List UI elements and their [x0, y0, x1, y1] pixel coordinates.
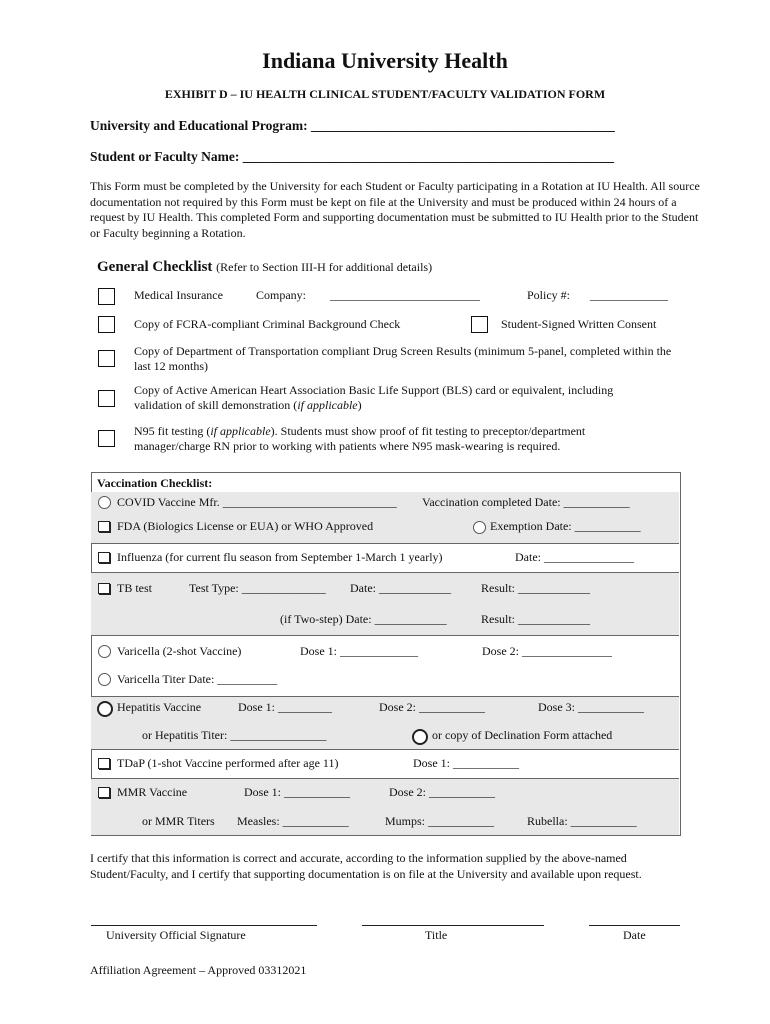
- footer-note: Affiliation Agreement – Approved 03312021: [90, 963, 307, 977]
- varicella-dose-1[interactable]: Dose 1: _____________: [300, 644, 418, 658]
- measles-titer[interactable]: Measles: ___________: [237, 814, 349, 828]
- official-signature-line[interactable]: [91, 925, 317, 926]
- bls-italic: if applicable: [297, 398, 358, 412]
- influenza-date[interactable]: Date: _______________: [515, 550, 634, 564]
- tdap-checkbox[interactable]: [98, 758, 110, 769]
- program-field[interactable]: [90, 118, 615, 134]
- fda-label: FDA (Biologics License or EUA) or WHO Approved: [117, 519, 374, 533]
- rubella-titer[interactable]: Rubella: ___________: [527, 814, 637, 828]
- bls-label: [134, 383, 654, 413]
- bls-end: ): [357, 398, 362, 412]
- tb-result[interactable]: Result: ____________: [481, 581, 591, 595]
- hepatitis-radio[interactable]: [97, 701, 113, 717]
- intro-paragraph: This Form must be completed by the University for each Student or Faculty participating in a Rotation at IU Health. All source documentation not required by this Form must be kept on file at the University and must be produced within 24 hours of a request by IU Health. This completed Form and supporting documentation must be submitted to IU Health prior to the Student or Faculty beginning a Rotation.: [90, 179, 700, 240]
- name-field[interactable]: [90, 149, 614, 165]
- date-line[interactable]: [589, 925, 680, 926]
- hepatitis-dose-2[interactable]: Dose 2: ___________: [379, 700, 485, 714]
- vaccination-checklist-title: Vaccination Checklist:: [97, 476, 213, 490]
- title-label: Title: [425, 928, 448, 942]
- n95-checkbox[interactable]: [98, 430, 115, 447]
- form-subtitle: EXHIBIT D – IU HEALTH CLINICAL STUDENT/FACULTY VALIDATION FORM: [164, 87, 606, 101]
- tb-result-2[interactable]: Result: ____________: [481, 612, 591, 626]
- medical-insurance-label: Medical Insurance: [134, 288, 223, 302]
- influenza-checkbox[interactable]: [98, 552, 110, 563]
- mmr-checkbox[interactable]: [98, 787, 110, 798]
- hepatitis-dose-3[interactable]: Dose 3: ___________: [538, 700, 644, 714]
- general-checklist-note: (Refer to Section III-H for additional details): [216, 260, 433, 274]
- tb-date[interactable]: Date: ____________: [350, 581, 451, 595]
- consent-label: Student-Signed Written Consent: [501, 317, 657, 331]
- mmr-label: MMR Vaccine: [117, 785, 188, 799]
- program-label: University and Educational Program:: [90, 118, 308, 133]
- exemption-date[interactable]: Exemption Date: ___________: [490, 519, 641, 533]
- official-signature-label: University Official Signature: [106, 928, 246, 942]
- n95-label: [134, 424, 624, 454]
- policy-label: Policy #:: [527, 288, 571, 302]
- hepatitis-label: Hepatitis Vaccine: [117, 700, 202, 714]
- program-value[interactable]: _____________________________________________: [311, 118, 615, 133]
- covid-completed-date[interactable]: Vaccination completed Date: ___________: [422, 495, 630, 509]
- mumps-titer[interactable]: Mumps: ___________: [385, 814, 495, 828]
- policy-value[interactable]: _____________: [590, 288, 668, 302]
- influenza-label: Influenza (for current flu season from September 1-March 1 yearly): [117, 550, 443, 564]
- fcra-checkbox[interactable]: [98, 316, 115, 333]
- varicella-titer-radio[interactable]: [98, 673, 111, 686]
- page-title: Indiana University Health: [262, 48, 508, 73]
- n95-italic: if applicable: [210, 424, 271, 438]
- mmr-dose-2[interactable]: Dose 2: ___________: [389, 785, 495, 799]
- mmr-titers-label: or MMR Titers: [142, 814, 215, 828]
- tb-twostep-date[interactable]: (if Two-step) Date: ____________: [280, 612, 447, 626]
- drug-screen-checkbox[interactable]: [98, 350, 115, 367]
- tb-checkbox[interactable]: [98, 583, 110, 594]
- consent-checkbox[interactable]: [471, 316, 488, 333]
- covid-radio[interactable]: [98, 496, 111, 509]
- varicella-titer-date[interactable]: Varicella Titer Date: __________: [117, 672, 278, 686]
- fcra-label: Copy of FCRA-compliant Criminal Background Check: [134, 317, 401, 331]
- company-label: Company:: [256, 288, 306, 302]
- exemption-radio[interactable]: [473, 521, 486, 534]
- certification-statement: I certify that this information is correct and accurate, according to the information supplied by the above-named Student/Faculty, and I certify that supporting documentation is on file at the University and available upon request.: [90, 851, 642, 881]
- general-checklist-title: General Checklist: [97, 259, 213, 275]
- varicella-label: Varicella (2-shot Vaccine): [117, 644, 242, 658]
- drug-screen-label: Copy of Department of Transportation compliant Drug Screen Results (minimum 5-panel, completed within the last 12 months): [134, 344, 672, 373]
- hepatitis-dose-1[interactable]: Dose 1: _________: [238, 700, 332, 714]
- tb-label: TB test: [117, 581, 152, 595]
- title-line[interactable]: [362, 925, 544, 926]
- medical-insurance-checkbox[interactable]: [98, 288, 115, 305]
- date-label: Date: [623, 928, 646, 942]
- n95-rest: ). Students must show proof of fit testing to preceptor/department manager/charge RN prior to working with patients where N95 mask-wearing is required.: [134, 424, 586, 453]
- company-value[interactable]: _________________________: [330, 288, 480, 302]
- general-checklist-heading: [97, 259, 432, 276]
- name-value[interactable]: _______________________________________________________: [242, 149, 614, 164]
- tdap-label: TDaP (1-shot Vaccine performed after age 11): [117, 756, 339, 770]
- bls-text: Copy of Active American Heart Association Basic Life Support (BLS) card or equivalent, including validation of skill demonstration (: [134, 383, 614, 412]
- mmr-dose-1[interactable]: Dose 1: ___________: [244, 785, 350, 799]
- varicella-radio[interactable]: [98, 645, 111, 658]
- varicella-dose-2[interactable]: Dose 2: _______________: [482, 644, 612, 658]
- name-label: Student or Faculty Name:: [90, 149, 240, 164]
- covid-mfr[interactable]: COVID Vaccine Mfr. _____________________________: [117, 495, 397, 509]
- bls-checkbox[interactable]: [98, 390, 115, 407]
- n95-start: N95 fit testing (: [134, 424, 211, 438]
- fda-checkbox[interactable]: [98, 521, 110, 532]
- declination-radio[interactable]: [412, 729, 428, 745]
- tb-test-type[interactable]: Test Type: ______________: [189, 581, 326, 595]
- declination-label: or copy of Declination Form attached: [432, 728, 613, 742]
- hepatitis-titer[interactable]: or Hepatitis Titer: ________________: [142, 728, 327, 742]
- tdap-dose-1[interactable]: Dose 1: ___________: [413, 756, 519, 770]
